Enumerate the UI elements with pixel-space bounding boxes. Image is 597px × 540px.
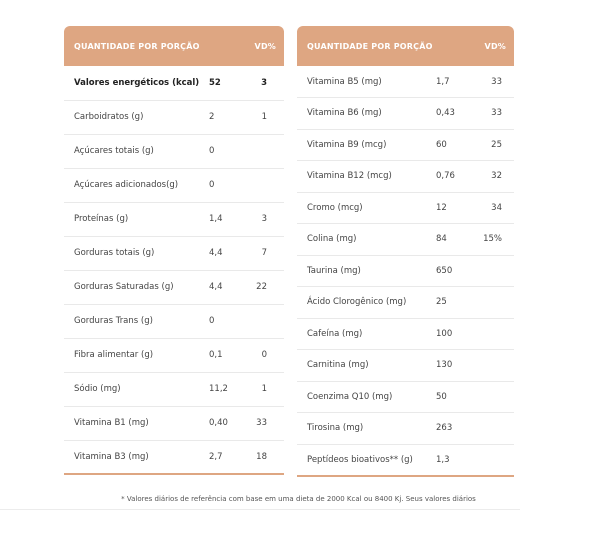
nutrient-name: Açúcares adicionados(g) [64,168,209,202]
nutrient-quantity: 650 [436,255,481,287]
nutrient-name: Coenzima Q10 (mg) [297,381,436,413]
nutrient-quantity: 0,1 [209,338,249,372]
table-row [64,304,284,338]
divider [0,509,520,510]
nutrient-quantity: 100 [436,318,481,350]
nutrient-name: Cromo (mcg) [297,192,436,224]
nutrient-daily-value [481,413,514,445]
table-row [64,168,284,202]
table-row [297,161,514,193]
nutrient-name: Taurina (mg) [297,255,436,287]
table-row [64,406,284,440]
nutrient-name: Sódio (mg) [64,372,209,406]
table-row [64,236,284,270]
table-row [297,318,514,350]
nutrient-daily-value: 25 [481,129,514,161]
nutrient-quantity: 60 [436,129,481,161]
table-row [297,413,514,445]
nutrient-daily-value: 34 [481,192,514,224]
nutrient-quantity: 4,4 [209,270,249,304]
table-row [297,224,514,256]
nutrient-quantity: 25 [436,287,481,319]
table-row [297,192,514,224]
nutrient-quantity: 84 [436,224,481,256]
nutrient-quantity: 0 [209,134,249,168]
nutrient-daily-value [481,381,514,413]
nutrient-daily-value: 22 [249,270,284,304]
nutrient-daily-value [481,444,514,476]
nutrient-name: Vitamina B9 (mcg) [297,129,436,161]
nutrient-quantity: 0 [209,304,249,338]
nutrient-daily-value [481,287,514,319]
nutrient-quantity: 263 [436,413,481,445]
nutrient-quantity: 0,43 [436,98,481,130]
table-row [64,270,284,304]
table-row [64,202,284,236]
table-row [64,440,284,474]
nutrition-table-right [297,26,514,477]
nutrient-daily-value: 33 [481,98,514,130]
table-row [297,129,514,161]
nutrient-daily-value: 1 [249,372,284,406]
header-daily-value: VD% [481,26,514,66]
nutrient-quantity: 0 [209,168,249,202]
nutrient-name: Carnitina (mg) [297,350,436,382]
nutrient-daily-value: 15% [481,224,514,256]
table-row [64,372,284,406]
nutrient-quantity: 1,7 [436,66,481,98]
table-header-row [64,26,284,66]
nutrient-quantity: 2 [209,100,249,134]
table-row [64,66,284,100]
table-row [297,381,514,413]
nutrient-quantity: 12 [436,192,481,224]
nutrient-name: Vitamina B5 (mg) [297,66,436,98]
nutrient-quantity: 4,4 [209,236,249,270]
nutrient-quantity: 11,2 [209,372,249,406]
table-row [297,350,514,382]
nutrient-daily-value: 32 [481,161,514,193]
table-row [64,338,284,372]
nutrient-name: Valores energéticos (kcal) [64,66,209,100]
nutrient-quantity: 1,4 [209,202,249,236]
nutrient-name: Colina (mg) [297,224,436,256]
nutrient-quantity: 2,7 [209,440,249,474]
nutrient-name: Vitamina B6 (mg) [297,98,436,130]
nutrient-quantity: 1,3 [436,444,481,476]
nutrient-quantity: 52 [209,66,249,100]
table-header-row [297,26,514,66]
table-row [297,255,514,287]
nutrient-name: Peptídeos bioativos** (g) [297,444,436,476]
table-row [297,98,514,130]
nutrient-daily-value: 33 [249,406,284,440]
nutrient-daily-value [249,134,284,168]
nutrient-daily-value: 33 [481,66,514,98]
table-row [297,66,514,98]
nutrient-daily-value [481,318,514,350]
nutrient-name: Gorduras Saturadas (g) [64,270,209,304]
nutrient-quantity: 0,40 [209,406,249,440]
nutrition-table-left [64,26,284,475]
table-row [64,134,284,168]
nutrient-daily-value: 18 [249,440,284,474]
nutrient-name: Vitamina B1 (mg) [64,406,209,440]
nutrient-name: Ácido Clorogênico (mg) [297,287,436,319]
table-body [297,66,514,476]
nutrient-name: Gorduras totais (g) [64,236,209,270]
footnote: * Valores diários de referência com base em uma dieta de 2000 Kcal ou 8400 Kj. Seus valores diários [121,495,476,503]
nutrient-name: Gorduras Trans (g) [64,304,209,338]
nutrient-daily-value: 3 [249,66,284,100]
nutrient-name: Vitamina B3 (mg) [64,440,209,474]
nutrient-daily-value [481,350,514,382]
nutrient-daily-value [249,304,284,338]
nutrient-daily-value: 7 [249,236,284,270]
nutrient-daily-value [481,255,514,287]
nutrient-daily-value: 1 [249,100,284,134]
nutrient-quantity: 130 [436,350,481,382]
nutrient-name: Tirosina (mg) [297,413,436,445]
nutrient-name: Açúcares totais (g) [64,134,209,168]
nutrient-daily-value: 3 [249,202,284,236]
table-row [297,287,514,319]
nutrient-name: Carboidratos (g) [64,100,209,134]
nutrient-quantity: 0,76 [436,161,481,193]
nutrient-name: Vitamina B12 (mcg) [297,161,436,193]
header-quantity-per-serving: QUANTIDADE POR PORÇÃO [297,26,481,66]
nutrient-name: Fibra alimentar (g) [64,338,209,372]
header-daily-value: VD% [249,26,284,66]
nutrient-name: Cafeína (mg) [297,318,436,350]
header-quantity-per-serving: QUANTIDADE POR PORÇÃO [64,26,249,66]
nutrient-daily-value [249,168,284,202]
nutrient-name: Proteínas (g) [64,202,209,236]
nutrient-quantity: 50 [436,381,481,413]
table-row [297,444,514,476]
table-body [64,66,284,474]
table-row [64,100,284,134]
nutrient-daily-value: 0 [249,338,284,372]
